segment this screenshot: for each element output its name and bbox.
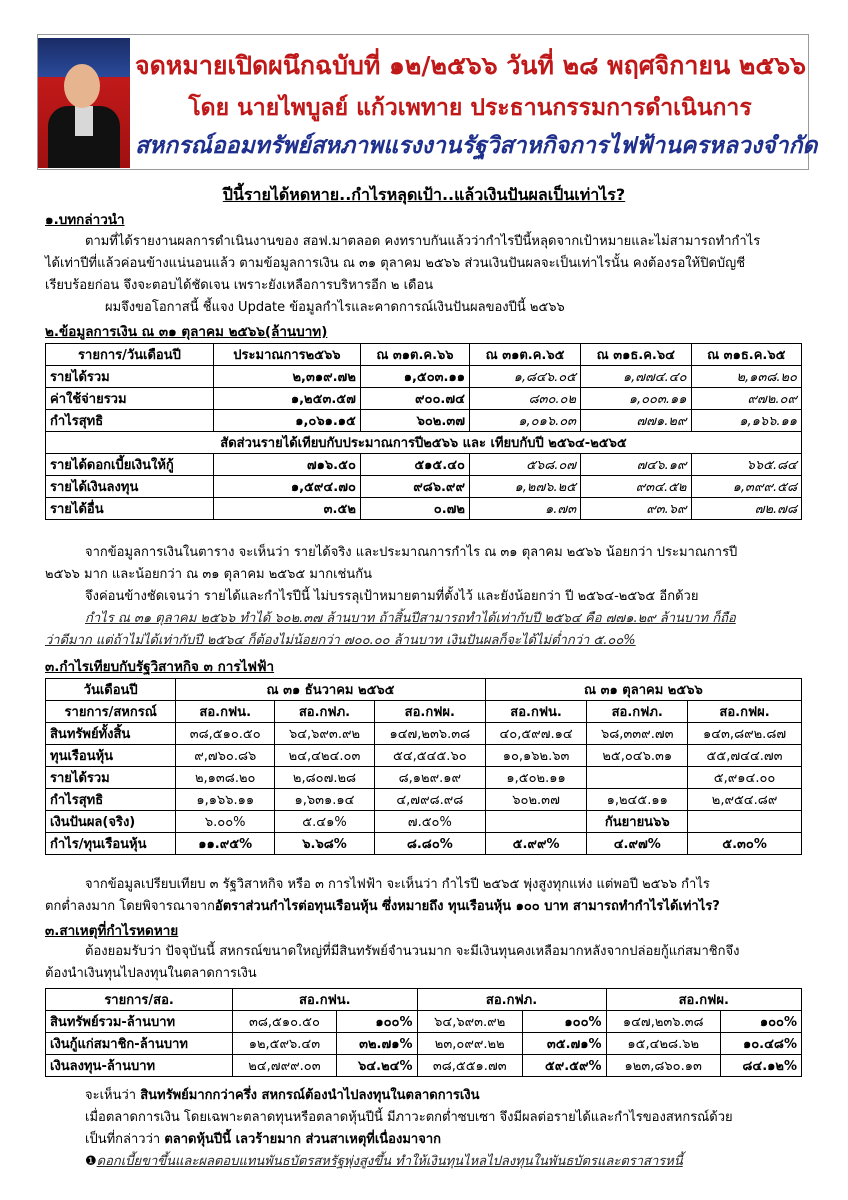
sec2-para-5: ว่าดีมาก แต่ถ้าไม่ได้เท่ากับปี ๒๕๖๔ ก็ต้องไม่น้อยกว่า ๗๐๐.๐๐ ล้านบาท เงินปันผลก็จะได้ไม่ต่ำกว่า ๕.๐๐% [45, 633, 636, 648]
table-cell: ๒,๑๓๘.๒๐ [691, 366, 801, 388]
comparison-table [45, 678, 802, 855]
table-cell: ๒,๓๑๙.๗๒ [213, 366, 360, 388]
sec3-para-1: จากข้อมูลเปรียบเทียบ ๓ รัฐวิสาหกิจ หรือ ๓ การไฟฟ้า จะเห็นว่า กำไรปี ๒๕๖๕ พุ่งสูงทุกแห่ง แต่พอปี ๒๕๖๖ กำไร [85, 877, 710, 892]
table-cell: ๗๒.๗๘ [691, 498, 801, 520]
sec4-para-5-emphasis: ตลาดหุ้นปีนี้ เลวร้ายมาก ส่วนสาเหตุที่เนื่องมาจาก [164, 1132, 441, 1147]
sec2-para-4: กำไร ณ ๓๑ ตุลาคม ๒๕๖๖ ทำได้ ๖๐๒.๓๗ ล้านบาท ถ้าสิ้นปีสามารถทำได้เท่ากับปี ๒๕๖๔ คือ ๗๗๑.๒๙ ล้านบาท ก็ถือ [85, 611, 736, 626]
coop-header: สอ.กฟน. [233, 989, 417, 1011]
period-header: ณ ๓๑ ธันวาคม ๒๕๖๕ [176, 679, 485, 701]
table-cell: ๖๘,๓๓๙.๗๓ [587, 723, 688, 745]
table-header-row [46, 989, 802, 1011]
table-row [46, 476, 802, 498]
table-cell: ๓๘,๕๑๐.๕๐ [176, 723, 275, 745]
row-label: รายได้อื่น [46, 498, 214, 520]
table-cell: ๘.๘๐% [374, 833, 485, 855]
column-header: ณ ๓๑ธ.ค.๖๕ [691, 344, 801, 366]
table-cell: ๔,๗๙๘.๙๘ [374, 789, 485, 811]
table-cell: ๑๐,๑๖๒.๖๓ [485, 745, 587, 767]
table-cell: ๙๗๒.๐๙ [691, 388, 801, 410]
table-cell: ๒๕,๐๔๖.๓๑ [587, 745, 688, 767]
section-3-heading: ๓.กำไรเทียบกับรัฐวิสาหกิจ ๓ การไฟฟ้า [45, 659, 275, 675]
table-cell: ๖๐๒.๓๗ [360, 410, 469, 432]
column-header: ณ ๓๑ต.ค.๖๕ [469, 344, 580, 366]
column-header: รายการ/สอ. [46, 989, 233, 1011]
table-row [46, 811, 802, 833]
table-cell: ๑๐๐% [720, 1011, 801, 1033]
sec4-para-1: ต้องยอมรับว่า ปัจจุบันนี้ สหกรณ์ขนาดใหญ่ที่มีสินทรัพย์จำนวนมาก จะมีเงินทุนคงเหลือมากหลังจากปล่อยกู้แก่สมาชิกจึง [85, 944, 740, 959]
coop-header: สอ.กฟน. [485, 701, 587, 723]
table-cell: ๑,๐๑๖.๐๓ [469, 410, 580, 432]
table-cell: ๑,๓๙๙.๕๘ [691, 476, 801, 498]
table-cell: ๒๓,๐๙๙.๒๒ [417, 1033, 522, 1055]
table-cell: ๒,๑๓๘.๒๐ [176, 767, 275, 789]
table-cell: ๗๔๖.๑๙ [581, 454, 691, 476]
table-cell: ๙,๗๖๐.๘๖ [176, 745, 275, 767]
sec3-para-2-text: ตกต่ำลงมาก โดยพิจารณาจาก [45, 899, 215, 914]
table-row [46, 1011, 802, 1033]
column-header: ณ ๓๑ต.ค.๖๖ [360, 344, 469, 366]
row-label: รายได้รวม [46, 767, 176, 789]
row-label: กำไรสุทธิ [46, 410, 214, 432]
table-cell: ๑,๕๐๓.๑๑ [360, 366, 469, 388]
table-cell: ๑,๕๙๔.๗๐ [213, 476, 360, 498]
sec1-line3: เรียบร้อยก่อน จึงจะตอบได้ชัดเจน เพราะยังเหลือการบริหารอีก ๒ เดือน [45, 278, 434, 293]
table-cell: ๐.๗๒ [360, 498, 469, 520]
table-cell: ๙๓๔.๕๒ [581, 476, 691, 498]
table-cell: ๖๔.๒๔% [336, 1055, 417, 1077]
table-cell: ๕.๓๐% [688, 833, 802, 855]
table-subheading-row [46, 432, 802, 454]
table-cell: ๑,๕๐๒.๑๑ [485, 767, 587, 789]
row-label: เงินปันผล(จริง) [46, 811, 176, 833]
coop-header: สอ.กฟผ. [374, 701, 485, 723]
table-cell: ๑๐.๔๘% [720, 1033, 801, 1055]
table-cell: ๓.๕๒ [213, 498, 360, 520]
table-cell: ๙๘๖.๙๙ [360, 476, 469, 498]
row-label: เงินลงทุน-ล้านบาท [46, 1055, 233, 1077]
table-cell: ๒๔,๗๙๙.๐๓ [233, 1055, 337, 1077]
table-row [46, 388, 802, 410]
table-cell: ๒๔,๔๒๔.๐๓ [275, 745, 375, 767]
table-row [46, 767, 802, 789]
table-cell: ๑๔๓,๘๙๒.๘๗ [688, 723, 802, 745]
table-cell: ๙๓.๖๙ [581, 498, 691, 520]
coop-header: สอ.กฟภ. [587, 701, 688, 723]
table-cell: ๕๑๕.๔๐ [360, 454, 469, 476]
column-header: รายการ/วันเดือนปี [46, 344, 214, 366]
table-cell: ๑๒,๕๙๖.๔๓ [233, 1033, 337, 1055]
sec1-line1: ตามที่ได้รายงานผลการดำเนินงานของ สอฟ.มาตลอด คงทราบกันแล้วว่ากำไรปีนี้หลุดจากเป้าหมายและไม่สามารถทำกำไร [85, 234, 761, 249]
table-cell: ๕๙.๕๙% [522, 1055, 606, 1077]
coop-header: สอ.กฟภ. [275, 701, 375, 723]
table-cell: ๓๘,๕๕๑.๗๓ [417, 1055, 522, 1077]
table-cell: ๗๑๖.๕๐ [213, 454, 360, 476]
letter-number-title: จดหมายเปิดผนึกฉบับที่ ๑๒/๒๕๖๖ วันที่ ๒๘ พฤศจิกายน ๒๕๖๖ [135, 51, 806, 80]
column-header: ประมาณการ๒๕๖๖ [213, 344, 360, 366]
table-cell: ๕.๔๑% [275, 811, 375, 833]
sec4-para-3 [85, 1085, 480, 1107]
asset-allocation-table [45, 988, 802, 1077]
table-cell: ๘๓๐.๐๒ [469, 388, 580, 410]
financial-table [45, 343, 802, 520]
row-label: สินทรัพย์รวม-ล้านบาท [46, 1011, 233, 1033]
table-cell: ๕๔,๕๔๕.๖๐ [374, 745, 485, 767]
table-row [46, 1055, 802, 1077]
table-cell [688, 811, 802, 833]
table-cell: ๑๐๐% [522, 1011, 606, 1033]
table-row [46, 723, 802, 745]
table-cell: ๑,๖๓๑.๑๔ [275, 789, 375, 811]
table-cell: ๑,๑๖๖.๑๑ [691, 410, 801, 432]
table-cell: ๑๔๗,๒๓๖.๓๘ [374, 723, 485, 745]
table-cell: ๖๔,๖๙๓.๙๒ [275, 723, 375, 745]
table-cell: ๘,๑๒๙.๑๙ [374, 767, 485, 789]
section-2-heading: ๒.ข้อมูลการเงิน ณ ๓๑ ตุลาคม ๒๕๖๖(ล้านบาท) [45, 324, 328, 340]
row-label: รายได้ดอกเบี้ยเงินให้กู้ [46, 454, 214, 476]
table-cell: ๔.๙๗% [587, 833, 688, 855]
table-cell: ๕๖๘.๐๗ [469, 454, 580, 476]
sec3-para-2 [45, 896, 720, 918]
column-header: รายการ/สหกรณ์ [46, 701, 176, 723]
column-header: ณ ๓๑ธ.ค.๖๔ [581, 344, 691, 366]
sec2-para-1: จากข้อมูลการเงินในตาราง จะเห็นว่า รายได้จริง และประมาณการกำไร ณ ๓๑ ตุลาคม ๒๕๖๖ น้อยกว่า ประมาณการปี [85, 545, 738, 560]
table-cell: ๑,๒๗๖.๒๕ [469, 476, 580, 498]
row-label: กำไร/ทุนเรือนหุ้น [46, 833, 176, 855]
table-cell: ๔๐,๕๙๗.๑๔ [485, 723, 587, 745]
row-label: สินทรัพย์ทั้งสิ้น [46, 723, 176, 745]
table-row [46, 789, 802, 811]
table-cell: ๕.๙๙% [485, 833, 587, 855]
table-cell: ๑.๗๓ [469, 498, 580, 520]
table-header-row [46, 701, 802, 723]
sec2-para-3: จึงค่อนข้างชัดเจนว่า รายได้และกำไรปีนี้ ไม่บรรลุเป้าหมายตามที่ตั้งไว้ และยังน้อยกว่า ปี ๒๕๖๔-๒๕๖๕ อีกด้วย [85, 589, 699, 604]
sec2-para-2: ๒๕๖๖ มาก และน้อยกว่า ณ ๓๑ ตุลาคม ๒๕๖๕ มากเช่นกัน [45, 567, 373, 582]
sec4-para-4: เมื่อตลาดการเงิน โดยเฉพาะตลาดทุนหรือตลาดหุ้นปีนี้ มีภาวะตกต่ำซบเซา จึงมีผลต่อรายได้และกำไรของสหกรณ์ด้วย [85, 1110, 733, 1125]
table-cell: ๖๔,๖๙๓.๙๒ [417, 1011, 522, 1033]
table-cell: ๑๐๐% [336, 1011, 417, 1033]
table-row [46, 1033, 802, 1055]
sec1-line2: ได้เท่าปีที่แล้วค่อนข้างแน่นอนแล้ว ตามข้อมูลการเงิน ณ ๓๑ ตุลาคม ๒๕๖๖ ส่วนเงินปันผลจะเป็นเท่าไรนั้น คงต้องรอให้ปิดบัญชี [45, 256, 746, 271]
coop-header: สอ.กฟน. [176, 701, 275, 723]
row-label: รายได้รวม [46, 366, 214, 388]
table-cell: ๑๒๓,๘๖๐.๑๓ [606, 1055, 720, 1077]
period-header: ณ ๓๑ ตุลาคม ๒๕๖๖ [485, 679, 801, 701]
table-row [46, 498, 802, 520]
table-cell: ๓๕.๗๑% [522, 1033, 606, 1055]
column-header: วันเดือนปี [46, 679, 176, 701]
row-label: ค่าใช้จ่ายรวม [46, 388, 214, 410]
table-cell: ๙๐๐.๗๔ [360, 388, 469, 410]
table-cell [587, 767, 688, 789]
sec4-para-3-text: จะเห็นว่า [85, 1088, 141, 1103]
sec4-bullet-1 [85, 1151, 683, 1173]
table-subheading: สัดส่วนรายได้เทียบกับประมาณการปี๒๕๖๖ และ เทียบกับปี ๒๕๖๔-๒๕๖๕ [46, 432, 802, 454]
table-row [46, 454, 802, 476]
table-cell: ๑,๘๔๖.๐๕ [469, 366, 580, 388]
table-cell: ๑,๐๐๓.๑๑ [581, 388, 691, 410]
table-cell: ๑๑.๙๕% [176, 833, 275, 855]
table-row [46, 410, 802, 432]
row-label: ทุนเรือนหุ้น [46, 745, 176, 767]
table-cell: ๕๕,๗๔๔.๗๓ [688, 745, 802, 767]
row-label: รายได้เงินลงทุน [46, 476, 214, 498]
article-title: ปีนี้รายได้หดหาย..กำไรหลุดเป้า..แล้วเงินปันผลเป็นเท่าไร? [222, 185, 626, 204]
table-cell: ๖๖๕.๘๔ [691, 454, 801, 476]
table-cell: กันยายน๖๖ [587, 811, 688, 833]
table-cell: ๖๐๒.๓๗ [485, 789, 587, 811]
sec4-bullet-1-text: ดอกเบี้ยขาขึ้นและผลตอบแทนพันธบัตรสหรัฐพุ่งสูงขึ้น ทำให้เงินทุนไหลไปลงทุนในพันธบัตรและตราสารหนี้ [96, 1154, 683, 1169]
table-cell: ๗.๕๐% [374, 811, 485, 833]
table-cell: ๓๘,๕๑๐.๕๐ [233, 1011, 337, 1033]
table-cell: ๑,๒๔๕.๑๑ [587, 789, 688, 811]
sec3-para-2-emphasis: อัตราส่วนกำไรต่อทุนเรือนหุ้น ซึ่งหมายถึง ทุนเรือนหุ้น ๑๐๐ บาท สามารถทำกำไรได้เท่าไร? [214, 899, 720, 914]
table-cell: ๖.๐๐% [176, 811, 275, 833]
row-label: เงินกู้แก่สมาชิก-ล้านบาท [46, 1033, 233, 1055]
table-cell: ๑,๑๖๖.๑๑ [176, 789, 275, 811]
section-4-heading: ๓.สาเหตุที่กำไรหดหาย [45, 923, 179, 939]
author-photo [38, 38, 130, 168]
sec4-para-2: ต้องนำเงินทุนไปลงทุนในตลาดการเงิน [45, 966, 257, 981]
author-line: โดย นายไพบูลย์ แก้วเพทาย ประธานกรรมการดำเนินการ [188, 95, 752, 121]
sec4-para-5 [85, 1129, 441, 1151]
section-1-heading: ๑.บทกล่าวนำ [45, 212, 125, 228]
sec4-para-5-text: เป็นที่กล่าวว่า [85, 1132, 165, 1147]
sec1-line4: ผมจึงขอโอกาสนี้ ชี้แจง Update ข้อมูลกำไรและคาดการณ์เงินปันผลของปีนี้ ๒๕๖๖ [105, 300, 565, 315]
coop-header: สอ.กฟผ. [606, 989, 801, 1011]
bullet-number-icon: ❶ [85, 1154, 97, 1169]
cooperative-name: สหกรณ์ออมทรัพย์สหภาพแรงงานรัฐวิสาหกิจการไฟฟ้านครหลวงจำกัด [135, 133, 818, 159]
table-cell: ๖.๖๘% [275, 833, 375, 855]
coop-header: สอ.กฟผ. [688, 701, 802, 723]
table-cell: ๒,๘๐๗.๒๘ [275, 767, 375, 789]
table-row [46, 366, 802, 388]
table-cell: ๕,๙๑๔.๐๐ [688, 767, 802, 789]
sec4-para-3-emphasis: สินทรัพย์มากกว่าครึ่ง สหกรณ์ต้องนำไปลงทุนในตลาดการเงิน [140, 1088, 480, 1103]
table-row [46, 833, 802, 855]
table-cell: ๑๕,๔๒๘.๖๒ [606, 1033, 720, 1055]
table-cell: ๑,๗๗๔.๔๐ [581, 366, 691, 388]
table-cell [485, 811, 587, 833]
table-cell: ๒,๙๕๔.๘๙ [688, 789, 802, 811]
table-row [46, 745, 802, 767]
row-label: กำไรสุทธิ [46, 789, 176, 811]
table-cell: ๘๔.๑๒% [720, 1055, 801, 1077]
table-cell: ๓๒.๗๑% [336, 1033, 417, 1055]
table-header-row [46, 679, 802, 701]
table-cell: ๑๔๗,๒๓๖.๓๘ [606, 1011, 720, 1033]
table-cell: ๑,๐๖๑.๑๕ [213, 410, 360, 432]
table-cell: ๗๗๑.๒๙ [581, 410, 691, 432]
table-cell: ๑,๒๕๓.๕๗ [213, 388, 360, 410]
coop-header: สอ.กฟภ. [417, 989, 606, 1011]
table-header-row [46, 344, 802, 366]
